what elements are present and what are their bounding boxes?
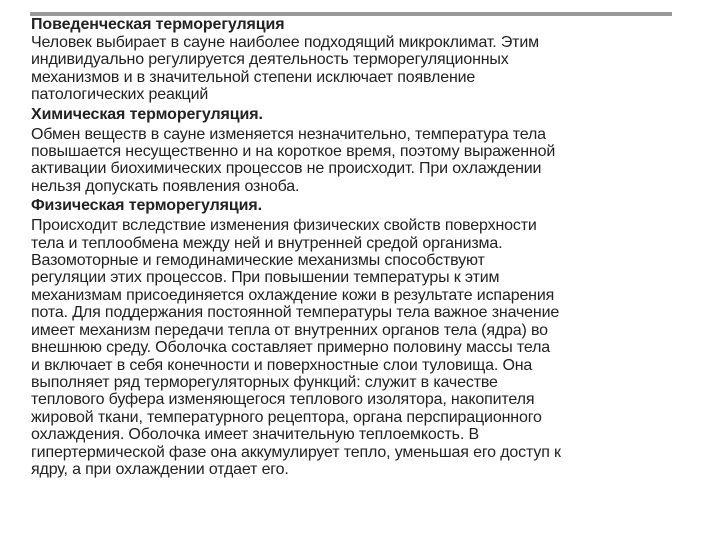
paragraph-behavioral [31,34,681,104]
text-line: регуляции этих процессов. При повышении температуры к этим [31,269,500,287]
text-line: теплового буфера изменяющегося теплового изолятора, накопителя [31,391,535,409]
text-line: Происходит вследствие изменения физических свойств поверхности [31,217,537,235]
text-line: тела и теплообмена между ней и внутренней средой организма. [31,234,503,252]
text-line: Человек выбирает в сауне наиболее подходящий микроклимат. Этим [31,34,539,51]
heading-chemical: Химическая терморегуляция. [31,105,263,123]
text-line: и включает в себя конечности и поверхностные слои туловища. Она [31,356,533,374]
text-line: нельзя допускать появления озноба. [31,177,300,195]
text-line: имеет механизм передачи тепла от внутренних органов тела (ядра) во [31,321,548,339]
text-line: активации биохимических процессов не происходит. При охлаждении [31,160,542,178]
heading-physical: Физическая терморегуляция. [31,197,262,215]
text-line: гипертермической фазе она аккумулирует тепло, уменьшая его доступ к [31,443,561,461]
text-line: ядру, а при охлаждении отдает его. [31,460,289,478]
text-line: пота. Для поддержания постоянной температуры тела важное значение [31,304,560,322]
paragraph-chemical [31,126,681,196]
heading-behavioral: Поведенческая терморегуляция [31,16,285,33]
paragraph-physical [31,217,681,478]
text-line: Обмен веществ в сауне изменяется незначительно, температура тела [31,125,546,143]
text-line: Вазомоторные и гемодинамические механизмы способствуют [31,252,485,270]
text-line: внешнюю среду. Оболочка составляет примерно половину массы тела [31,339,551,357]
text-line: выполняет ряд терморегуляторных функций: служит в качестве [31,373,498,391]
text-line: механизмам присоединяется охлаждение кожи в результате испарения [31,286,555,304]
text-line: индивидуально регулируется деятельность терморегуляционных [31,51,509,69]
content-area [31,16,681,478]
text-line: охлаждения. Оболочка имеет значительную теплоемкость. В [31,426,479,444]
text-line: повышается несущественно и на короткое время, поэтому выраженной [31,143,556,161]
text-line: жировой ткани, температурного рецептора, органа перспирационного [31,408,542,426]
text-line: механизмов и в значительной степени исключает появление [31,68,476,86]
text-line: патологических реакций [31,86,209,104]
